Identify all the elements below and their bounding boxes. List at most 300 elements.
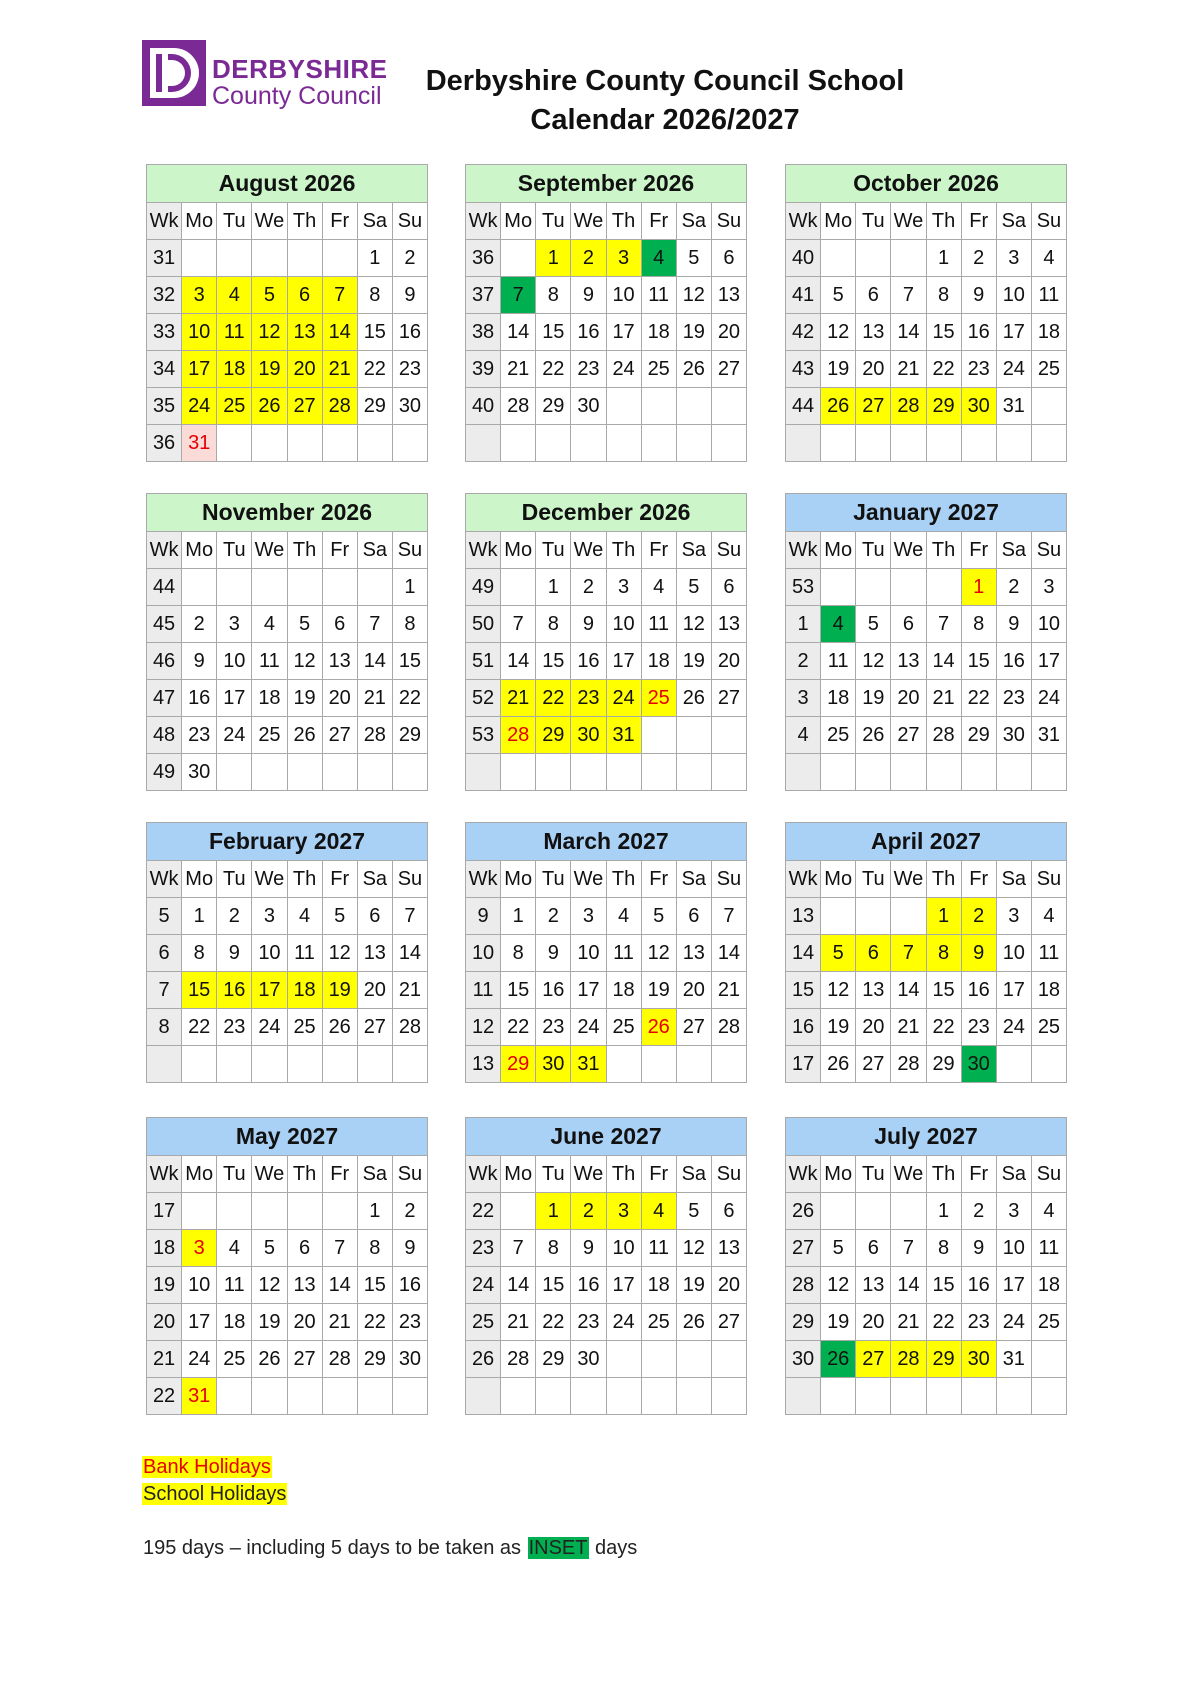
month-table <box>146 1117 428 1415</box>
day-cell: 6 <box>711 569 746 606</box>
weekday-header: We <box>891 861 926 898</box>
legend-bank-holidays <box>142 1454 272 1480</box>
weekday-header: Mo <box>821 203 856 240</box>
day-cell: 30 <box>996 717 1031 754</box>
day-cell: 9 <box>217 935 252 972</box>
day-cell <box>536 754 571 791</box>
weekday-header: Mo <box>501 203 536 240</box>
week-number: 16 <box>786 1009 821 1046</box>
day-cell: 25 <box>217 1341 252 1378</box>
day-cell <box>676 717 711 754</box>
day-cell: 19 <box>676 314 711 351</box>
legend-bank-label: Bank Holidays <box>143 1456 271 1478</box>
day-cell: 14 <box>392 935 427 972</box>
week-number: 9 <box>466 898 501 935</box>
day-cell: 18 <box>641 643 676 680</box>
week-number: 15 <box>786 972 821 1009</box>
day-cell: 23 <box>961 1009 996 1046</box>
day-cell: 28 <box>322 388 357 425</box>
day-cell: 29 <box>392 717 427 754</box>
day-cell <box>856 1378 891 1415</box>
day-cell <box>891 240 926 277</box>
day-cell: 14 <box>926 643 961 680</box>
day-cell: 23 <box>182 717 217 754</box>
day-cell: 31 <box>996 388 1031 425</box>
week-row <box>466 898 747 935</box>
day-cell: 7 <box>357 606 392 643</box>
day-cell: 13 <box>287 314 322 351</box>
week-row <box>466 277 747 314</box>
day-cell <box>287 569 322 606</box>
day-cell: 15 <box>501 972 536 1009</box>
day-cell: 9 <box>996 606 1031 643</box>
day-cell: 8 <box>961 606 996 643</box>
day-cell <box>641 425 676 462</box>
day-cell <box>1031 1341 1066 1378</box>
day-cell: 15 <box>536 643 571 680</box>
weekday-header: Mo <box>501 861 536 898</box>
weekday-header: Wk <box>786 861 821 898</box>
week-number: 36 <box>147 425 182 462</box>
day-cell: 8 <box>536 1230 571 1267</box>
weekday-header: Fr <box>322 532 357 569</box>
day-cell: 18 <box>252 680 287 717</box>
day-cell: 15 <box>926 1267 961 1304</box>
week-number: 47 <box>147 680 182 717</box>
day-cell: 20 <box>711 643 746 680</box>
day-cell: 11 <box>821 643 856 680</box>
week-number: 24 <box>466 1267 501 1304</box>
weekday-header: Su <box>392 861 427 898</box>
day-cell: 27 <box>676 1009 711 1046</box>
week-number: 6 <box>147 935 182 972</box>
day-cell: 9 <box>571 277 606 314</box>
day-cell: 12 <box>821 314 856 351</box>
weekday-header: Su <box>1031 861 1066 898</box>
day-cell <box>1031 388 1066 425</box>
week-number: 53 <box>466 717 501 754</box>
week-number: 8 <box>147 1009 182 1046</box>
day-cell: 16 <box>217 972 252 1009</box>
day-cell: 26 <box>287 717 322 754</box>
day-cell <box>357 569 392 606</box>
day-cell: 26 <box>856 717 891 754</box>
week-number: 34 <box>147 351 182 388</box>
week-row <box>147 425 428 462</box>
day-cell: 25 <box>217 388 252 425</box>
week-row <box>786 277 1067 314</box>
week-row <box>147 569 428 606</box>
day-cell: 29 <box>536 388 571 425</box>
day-cell: 3 <box>1031 569 1066 606</box>
weekday-header: Tu <box>217 203 252 240</box>
day-cell: 23 <box>571 680 606 717</box>
week-number: 13 <box>786 898 821 935</box>
day-cell: 22 <box>357 1304 392 1341</box>
days-note-inset: INSET <box>528 1537 588 1559</box>
day-cell: 27 <box>711 351 746 388</box>
day-cell: 27 <box>856 388 891 425</box>
day-cell <box>392 1046 427 1083</box>
day-cell: 11 <box>217 1267 252 1304</box>
day-cell <box>711 754 746 791</box>
day-cell <box>891 569 926 606</box>
day-cell: 27 <box>856 1341 891 1378</box>
day-cell <box>252 240 287 277</box>
day-cell: 13 <box>676 935 711 972</box>
day-cell: 11 <box>641 606 676 643</box>
week-number: 46 <box>147 643 182 680</box>
day-cell: 20 <box>856 351 891 388</box>
week-row <box>786 1304 1067 1341</box>
week-row <box>147 1267 428 1304</box>
month-block <box>785 493 1067 791</box>
weekday-header: Wk <box>466 861 501 898</box>
day-cell: 12 <box>676 277 711 314</box>
day-cell: 19 <box>252 1304 287 1341</box>
day-cell: 20 <box>676 972 711 1009</box>
day-cell <box>357 754 392 791</box>
weekday-header: Mo <box>182 532 217 569</box>
month-block <box>785 1117 1067 1415</box>
day-cell: 22 <box>392 680 427 717</box>
day-cell: 1 <box>536 1193 571 1230</box>
day-cell: 3 <box>252 898 287 935</box>
days-note <box>142 1535 638 1561</box>
day-cell <box>287 754 322 791</box>
title-line1: Derbyshire County Council School <box>425 65 905 97</box>
day-cell <box>821 1378 856 1415</box>
day-cell: 17 <box>996 314 1031 351</box>
weekday-header: Tu <box>536 1156 571 1193</box>
week-number: 22 <box>466 1193 501 1230</box>
weekday-header: Fr <box>322 1156 357 1193</box>
day-cell: 16 <box>392 314 427 351</box>
day-cell: 7 <box>322 1230 357 1267</box>
week-row <box>147 240 428 277</box>
day-cell <box>182 1193 217 1230</box>
week-row <box>147 972 428 1009</box>
day-cell: 11 <box>1031 277 1066 314</box>
derbyshire-d-logo-icon <box>142 40 206 106</box>
day-cell <box>571 1378 606 1415</box>
day-cell: 29 <box>536 717 571 754</box>
day-cell <box>926 425 961 462</box>
day-cell: 17 <box>606 314 641 351</box>
day-cell: 24 <box>606 351 641 388</box>
day-cell: 24 <box>996 1009 1031 1046</box>
day-cell: 8 <box>357 277 392 314</box>
week-row <box>466 240 747 277</box>
day-cell: 4 <box>606 898 641 935</box>
day-cell: 5 <box>821 935 856 972</box>
day-cell: 17 <box>182 351 217 388</box>
week-row <box>786 425 1067 462</box>
weekday-header: Su <box>392 532 427 569</box>
day-cell: 6 <box>711 1193 746 1230</box>
day-cell: 4 <box>252 606 287 643</box>
day-cell: 2 <box>961 898 996 935</box>
week-row <box>466 606 747 643</box>
month-title: September 2026 <box>466 165 747 203</box>
day-cell <box>287 1046 322 1083</box>
day-cell: 7 <box>711 898 746 935</box>
month-block <box>465 1117 747 1415</box>
day-cell: 4 <box>287 898 322 935</box>
day-cell: 1 <box>357 1193 392 1230</box>
weekday-header: Tu <box>217 861 252 898</box>
day-cell: 25 <box>1031 351 1066 388</box>
week-row <box>466 1304 747 1341</box>
day-cell: 3 <box>606 240 641 277</box>
month-title: February 2027 <box>147 823 428 861</box>
day-cell: 6 <box>357 898 392 935</box>
day-cell: 18 <box>641 314 676 351</box>
week-number: 1 <box>786 606 821 643</box>
day-cell <box>996 1378 1031 1415</box>
day-cell: 9 <box>536 935 571 972</box>
day-cell: 16 <box>961 972 996 1009</box>
weekday-header: Fr <box>322 203 357 240</box>
day-cell: 27 <box>322 717 357 754</box>
week-row <box>786 754 1067 791</box>
day-cell <box>961 754 996 791</box>
day-cell: 26 <box>676 1304 711 1341</box>
day-cell: 29 <box>536 1341 571 1378</box>
day-cell <box>287 240 322 277</box>
weekday-header: Fr <box>961 861 996 898</box>
day-cell: 8 <box>536 277 571 314</box>
day-cell <box>252 1378 287 1415</box>
weekday-header: Mo <box>821 1156 856 1193</box>
day-cell: 2 <box>961 1193 996 1230</box>
day-cell: 20 <box>856 1304 891 1341</box>
weekday-header: Sa <box>676 1156 711 1193</box>
weekday-header: Wk <box>147 532 182 569</box>
weekday-header: Th <box>926 203 961 240</box>
day-cell: 29 <box>926 1341 961 1378</box>
day-cell: 16 <box>961 1267 996 1304</box>
day-cell: 6 <box>891 606 926 643</box>
week-number: 14 <box>786 935 821 972</box>
day-cell: 12 <box>322 935 357 972</box>
day-cell: 21 <box>891 1304 926 1341</box>
day-cell: 3 <box>182 1230 217 1267</box>
day-cell: 21 <box>501 680 536 717</box>
day-cell: 26 <box>322 1009 357 1046</box>
day-cell: 6 <box>711 240 746 277</box>
day-cell <box>1031 1378 1066 1415</box>
day-cell: 26 <box>252 1341 287 1378</box>
day-cell: 18 <box>821 680 856 717</box>
day-cell: 2 <box>182 606 217 643</box>
day-cell: 30 <box>536 1046 571 1083</box>
day-cell: 17 <box>606 643 641 680</box>
day-cell: 1 <box>182 898 217 935</box>
weekday-header: Tu <box>536 203 571 240</box>
logo-text-line2: County Council <box>212 82 382 110</box>
day-cell: 31 <box>996 1341 1031 1378</box>
day-cell: 7 <box>392 898 427 935</box>
week-number: 42 <box>786 314 821 351</box>
day-cell: 15 <box>357 314 392 351</box>
day-cell <box>856 1193 891 1230</box>
day-cell <box>676 425 711 462</box>
day-cell: 27 <box>711 680 746 717</box>
day-cell <box>856 569 891 606</box>
day-cell: 11 <box>641 1230 676 1267</box>
day-cell <box>322 1193 357 1230</box>
week-number <box>466 754 501 791</box>
day-cell <box>641 717 676 754</box>
day-cell <box>182 569 217 606</box>
week-row <box>147 898 428 935</box>
day-cell: 13 <box>856 972 891 1009</box>
day-cell: 10 <box>606 1230 641 1267</box>
day-cell: 5 <box>287 606 322 643</box>
weekday-header: We <box>891 532 926 569</box>
day-cell: 6 <box>322 606 357 643</box>
day-cell: 23 <box>996 680 1031 717</box>
day-cell: 23 <box>961 1304 996 1341</box>
weekday-header: Mo <box>501 1156 536 1193</box>
day-cell: 23 <box>571 351 606 388</box>
day-cell <box>891 1193 926 1230</box>
weekday-header: Sa <box>996 203 1031 240</box>
day-cell <box>501 754 536 791</box>
day-cell: 30 <box>961 1046 996 1083</box>
day-cell: 17 <box>1031 643 1066 680</box>
day-cell: 12 <box>856 643 891 680</box>
day-cell: 10 <box>217 643 252 680</box>
day-cell: 29 <box>357 388 392 425</box>
day-cell <box>641 1378 676 1415</box>
day-cell: 28 <box>322 1341 357 1378</box>
day-cell: 23 <box>392 1304 427 1341</box>
day-cell: 22 <box>926 351 961 388</box>
day-cell: 4 <box>217 277 252 314</box>
week-row <box>147 314 428 351</box>
day-cell: 17 <box>606 1267 641 1304</box>
week-row <box>147 717 428 754</box>
day-cell: 10 <box>571 935 606 972</box>
weekday-header: Su <box>1031 1156 1066 1193</box>
day-cell: 13 <box>322 643 357 680</box>
legend-school-label: School Holidays <box>143 1483 287 1505</box>
day-cell: 23 <box>961 351 996 388</box>
week-number: 30 <box>786 1341 821 1378</box>
day-cell: 18 <box>287 972 322 1009</box>
day-cell: 25 <box>606 1009 641 1046</box>
day-cell: 9 <box>961 1230 996 1267</box>
day-cell: 8 <box>357 1230 392 1267</box>
weekday-header: Sa <box>996 1156 1031 1193</box>
week-row <box>786 569 1067 606</box>
day-cell: 4 <box>1031 898 1066 935</box>
day-cell <box>821 425 856 462</box>
week-row <box>466 1046 747 1083</box>
day-cell: 25 <box>287 1009 322 1046</box>
weekday-header: Mo <box>821 532 856 569</box>
week-row <box>147 351 428 388</box>
day-cell <box>926 754 961 791</box>
week-number: 44 <box>147 569 182 606</box>
weekday-header: Wk <box>466 532 501 569</box>
day-cell: 26 <box>641 1009 676 1046</box>
weekday-header: We <box>252 532 287 569</box>
day-cell: 17 <box>182 1304 217 1341</box>
day-cell <box>821 1193 856 1230</box>
day-cell: 19 <box>676 643 711 680</box>
day-cell: 2 <box>996 569 1031 606</box>
day-cell: 15 <box>536 314 571 351</box>
day-cell: 30 <box>392 388 427 425</box>
day-cell: 5 <box>252 1230 287 1267</box>
day-cell <box>606 1378 641 1415</box>
day-cell <box>996 754 1031 791</box>
day-cell: 28 <box>501 717 536 754</box>
day-cell: 14 <box>891 972 926 1009</box>
day-cell: 1 <box>536 569 571 606</box>
day-cell: 30 <box>571 717 606 754</box>
week-number: 26 <box>466 1341 501 1378</box>
weekday-header: Th <box>606 532 641 569</box>
day-cell: 28 <box>392 1009 427 1046</box>
month-block <box>785 822 1067 1083</box>
month-table <box>465 164 747 462</box>
week-number: 48 <box>147 717 182 754</box>
day-cell: 11 <box>217 314 252 351</box>
day-cell <box>891 1378 926 1415</box>
weekday-header: Th <box>606 203 641 240</box>
weekday-header: Th <box>287 1156 322 1193</box>
day-cell: 27 <box>891 717 926 754</box>
day-cell: 19 <box>641 972 676 1009</box>
day-cell <box>392 425 427 462</box>
day-cell: 13 <box>856 314 891 351</box>
week-number: 50 <box>466 606 501 643</box>
day-cell: 14 <box>711 935 746 972</box>
day-cell: 21 <box>357 680 392 717</box>
day-cell: 5 <box>641 898 676 935</box>
day-cell: 10 <box>252 935 287 972</box>
day-cell <box>891 754 926 791</box>
day-cell: 27 <box>287 388 322 425</box>
day-cell <box>536 1378 571 1415</box>
day-cell: 11 <box>641 277 676 314</box>
day-cell <box>217 1046 252 1083</box>
week-row <box>147 1009 428 1046</box>
day-cell: 10 <box>996 1230 1031 1267</box>
day-cell <box>711 388 746 425</box>
weekday-header: Fr <box>641 203 676 240</box>
week-number: 22 <box>147 1378 182 1415</box>
week-number: 28 <box>786 1267 821 1304</box>
day-cell: 6 <box>287 277 322 314</box>
day-cell: 24 <box>996 351 1031 388</box>
day-cell: 1 <box>926 898 961 935</box>
week-number: 52 <box>466 680 501 717</box>
week-number <box>466 425 501 462</box>
day-cell: 9 <box>392 277 427 314</box>
day-cell <box>606 1046 641 1083</box>
day-cell: 31 <box>571 1046 606 1083</box>
day-cell: 13 <box>891 643 926 680</box>
day-cell: 25 <box>1031 1304 1066 1341</box>
month-table <box>785 1117 1067 1415</box>
month-title: January 2027 <box>786 494 1067 532</box>
month-table <box>146 493 428 791</box>
